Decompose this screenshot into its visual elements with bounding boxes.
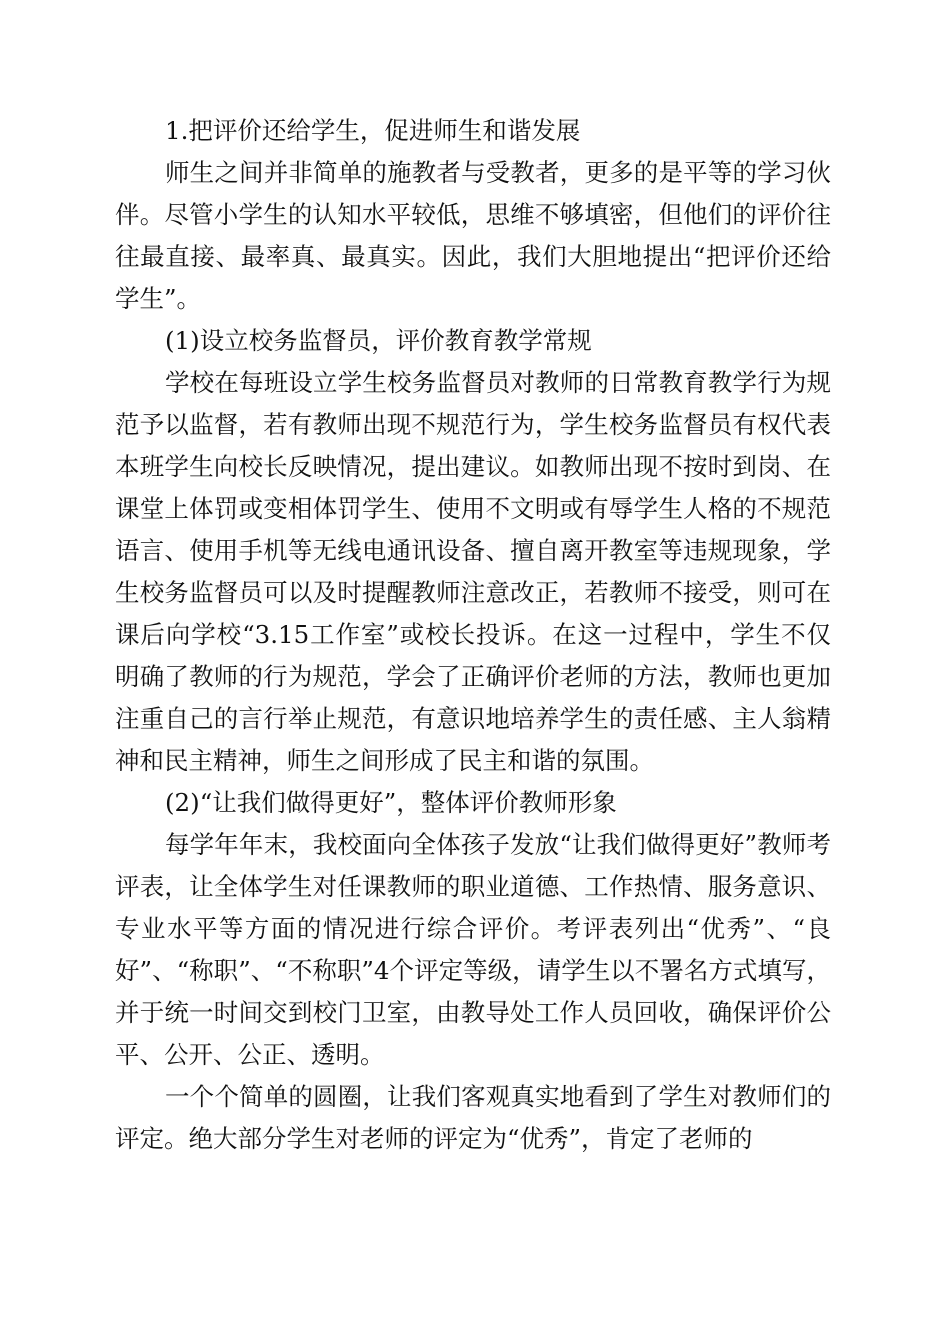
- paragraph-4: 一个个简单的圆圈，让我们客观真实地看到了学生对教师们的评定。绝大部分学生对老师的评定为“优秀”，肯定了老师的: [115, 1082, 831, 1153]
- paragraph-3: 每学年年末，我校面向全体孩子发放“让我们做得更好”教师考评表，让全体学生对任课教师的职业道德、工作热情、服务意识、专业水平等方面的情况进行综合评价。考评表列出“优秀”、“良好”、“称职”、“不称职”4个评定等级，请学生以不署名方式填写，并于统一时间交到校门卫室，由教导处工作人员回收，确保评价公平、公开、公正、透明。: [115, 830, 831, 1069]
- document-page: [115, 110, 831, 1160]
- subsection-heading-2: (2)“让我们做得更好”，整体评价教师形象: [165, 788, 617, 817]
- paragraph-2: 学校在每班设立学生校务监督员对教师的日常教育教学行为规范予以监督，若有教师出现不规范行为，学生校务监督员有权代表本班学生向校长反映情况，提出建议。如教师出现不按时到岗、在课堂上体罚或变相体罚学生、使用不文明或有辱学生人格的不规范语言、使用手机等无线电通讯设备、擅自离开教室等违规现象，学生校务监督员可以及时提醒教师注意改正，若教师不接受，则可在课后向学校“3.15工作室”或校长投诉。在这一过程中，学生不仅明确了教师的行为规范，学会了正确评价老师的方法，教师也更加注重自己的言行举止规范，有意识地培养学生的责任感、主人翁精神和民主精神，师生之间形成了民主和谐的氛围。: [115, 368, 831, 775]
- subsection-heading-1: (1)设立校务监督员，评价教育教学常规: [165, 326, 592, 355]
- paragraph-1: 师生之间并非简单的施教者与受教者，更多的是平等的学习伙伴。尽管小学生的认知水平较低，思维不够填密，但他们的评价往往最直接、最率真、最真实。因此，我们大胆地提出“把评价还给学生”。: [115, 158, 831, 313]
- section-heading-1: 1.把评价还给学生，促进师生和谐发展: [165, 116, 581, 145]
